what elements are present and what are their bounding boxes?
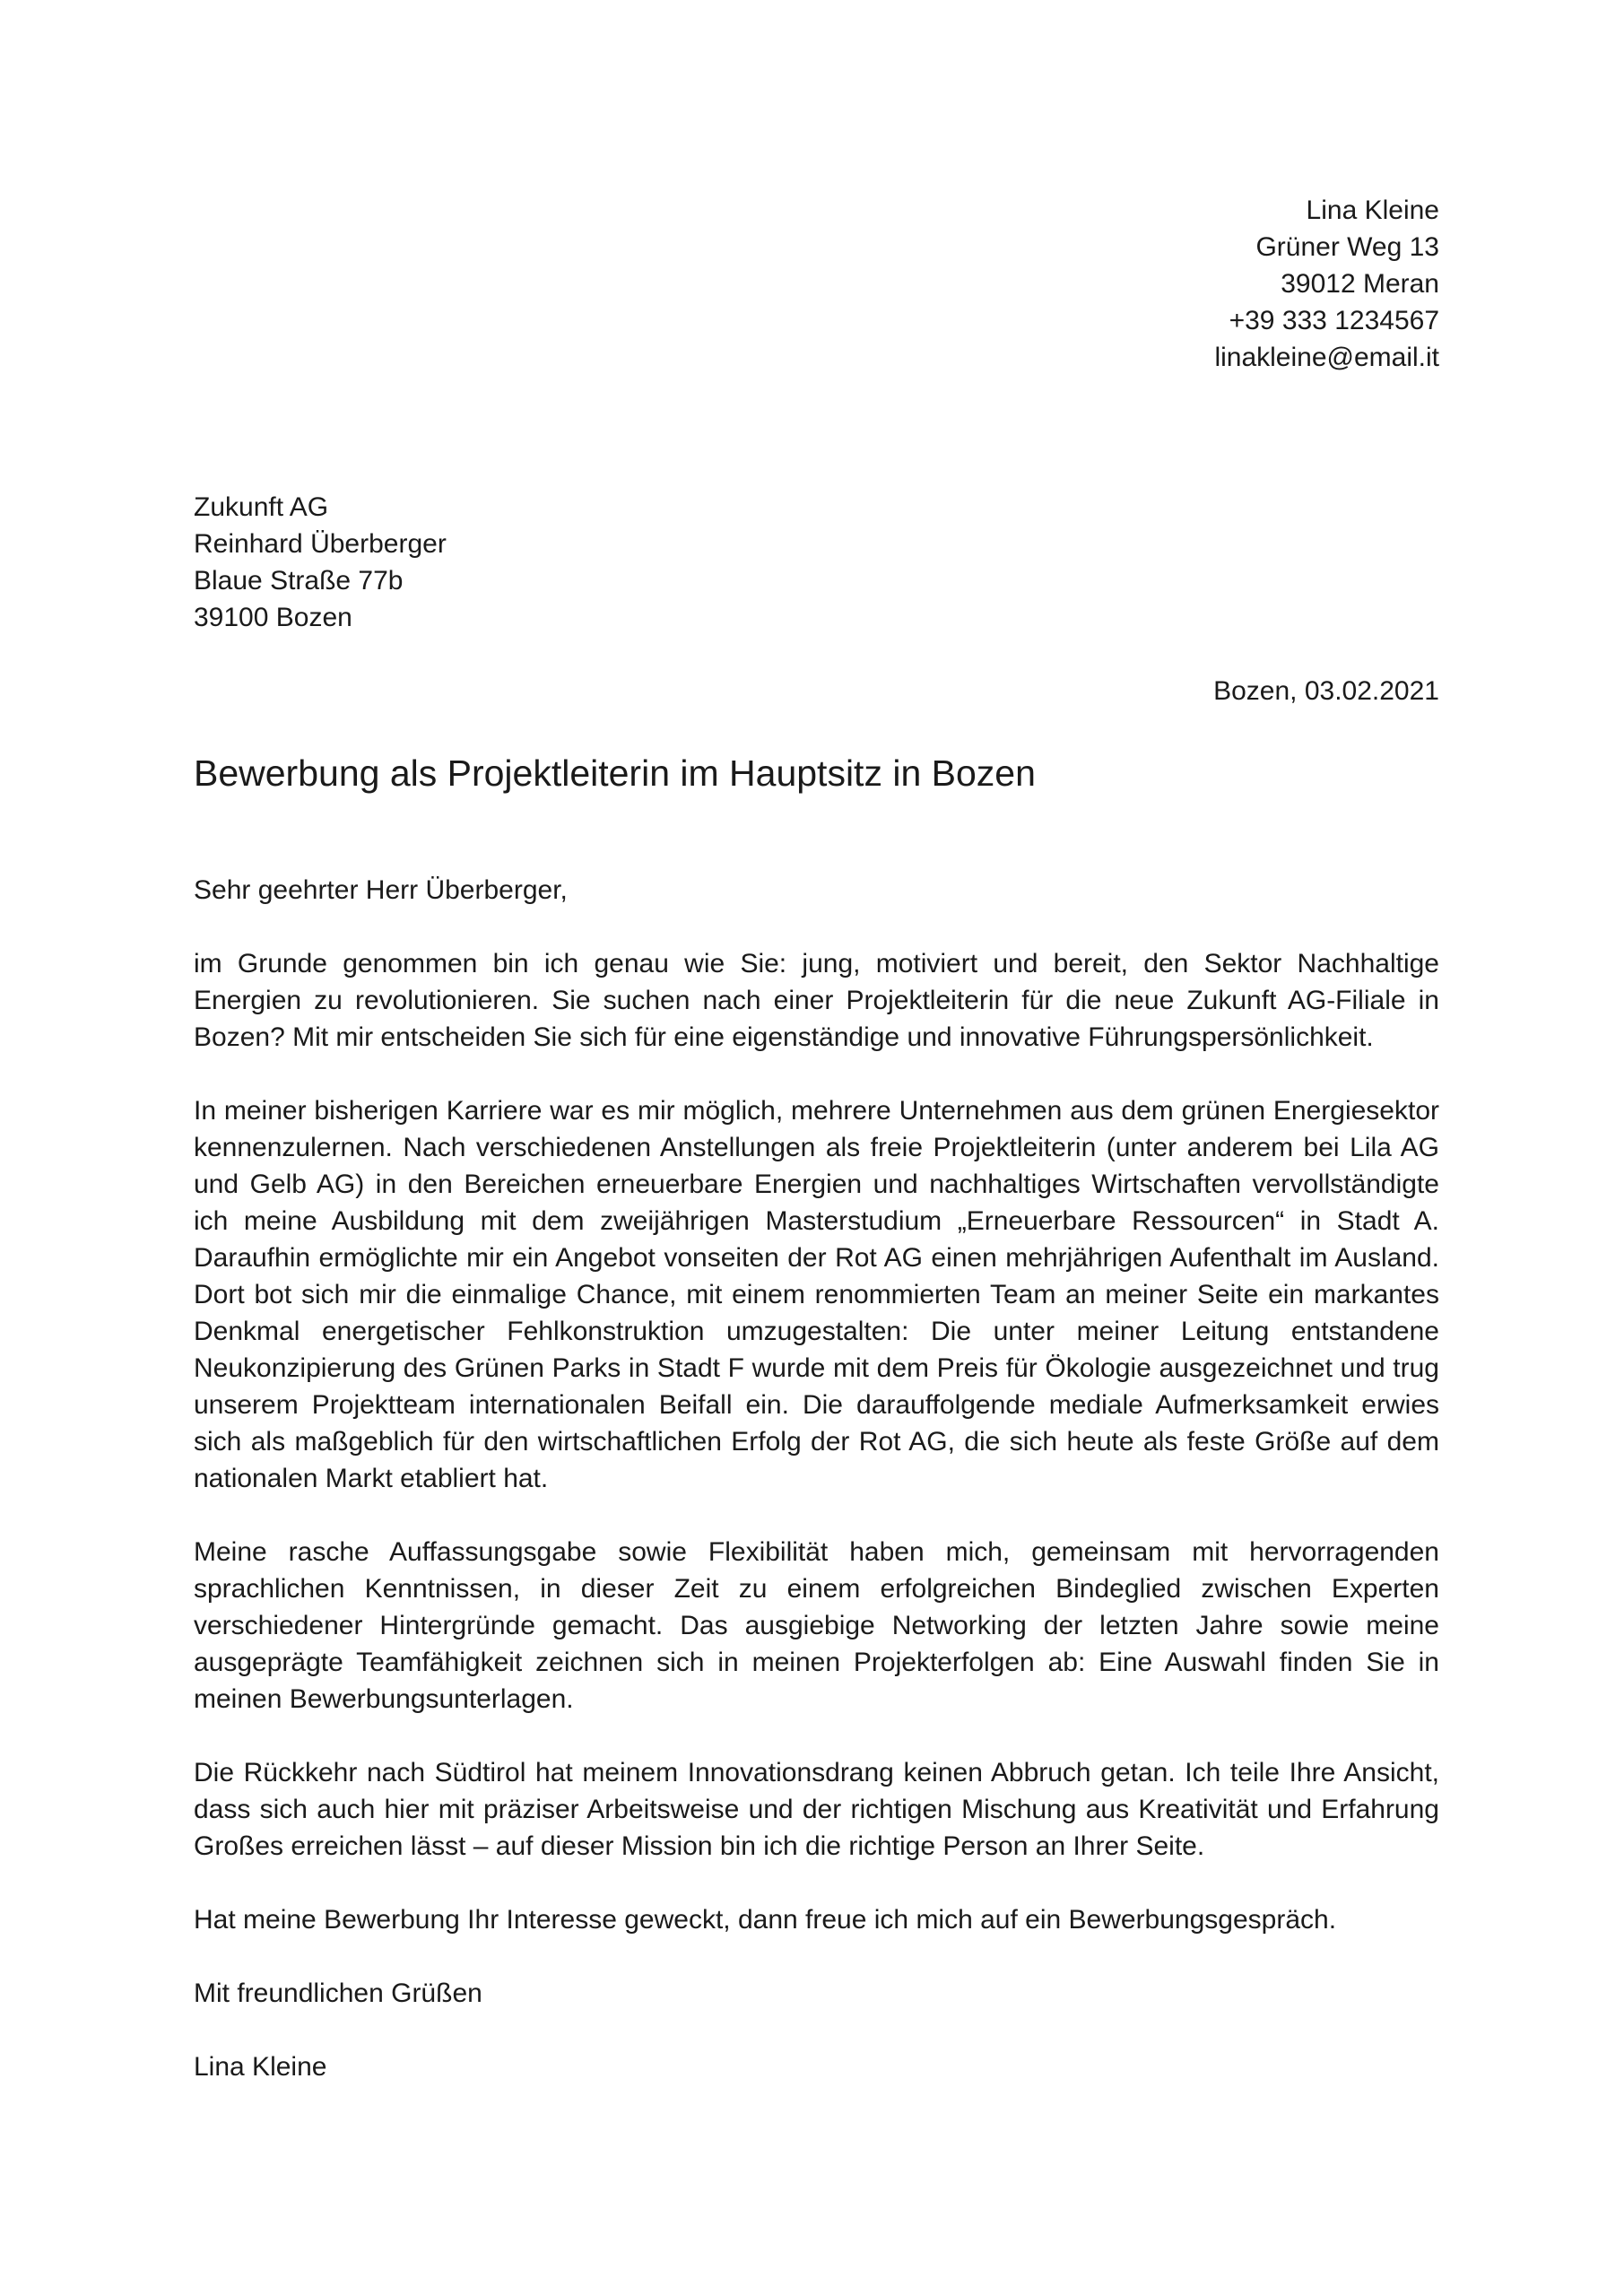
recipient-person: Reinhard Überberger [194,529,447,559]
recipient-address-block [194,489,447,636]
body-paragraph: Die Rückkehr nach Südtirol hat meinem Innovationsdrang keinen Abbruch getan. Ich teile Ihre Ansicht, dass sich auch hier mit präziser Arbeitsweise und der richtigen Mischung aus Kreativität und Erfahrung Großes erreichen lässt – auf dieser Mission bin ich die richtige Person an Ihrer Seite. [194,1758,1439,1861]
salutation: Sehr geehrter Herr Überberger, [194,875,568,905]
closing-phrase: Mit freundlichen Grüßen [194,1979,482,2008]
recipient-company: Zukunft AG [194,492,329,522]
body-paragraph: In meiner bisherigen Karriere war es mir möglich, mehrere Unternehmen aus dem grünen Energiesektor kennenzulernen. Nach verschiedenen Anstellungen als freie Projektleiterin (unter anderem bei Lila AG und Gelb AG) in den Bereichen erneuerbare Energien und nachhaltiges Wirtschaften vervollständigte ich meine Ausbildung mit dem zweijährigen Masterstudium „Erneuerbare Ressourcen“ in Stadt A. Daraufhin ermöglichte mir ein Angebot vonseiten der Rot AG einen mehrjährigen Aufenthalt im Ausland. Dort bot sich mir die einmalige Chance, mit einem renommierten Team an meiner Seite ein markantes Denkmal energetischer Fehlkonstruktion umzugestalten: Die unter meiner Leitung entstandene Neukonzipierung des Grünen Parks in Stadt F wurde mit dem Preis für Ökologie ausgezeichnet und trug unserem Projektteam internationalen Beifall ein. Die darauffolgende mediale Aufmerksamkeit erwies sich als maßgeblich für den wirtschaftlichen Erfolg der Rot AG, die sich heute als feste Größe auf dem nationalen Markt etabliert hat. [194,1096,1439,1493]
sender-phone: +39 333 1234567 [1229,306,1439,335]
sender-street: Grüner Weg 13 [1255,232,1439,262]
recipient-city: 39100 Bozen [194,603,352,632]
sender-city: 39012 Meran [1281,269,1439,299]
sender-address-block [1214,192,1439,376]
body-paragraph: im Grunde genommen bin ich genau wie Sie: jung, motiviert und bereit, den Sektor Nachhaltige Energien zu revolutionieren. Sie suchen nach einer Projektleiterin für die neue Zukunft AG-Filiale in Bozen? Mit mir entscheiden Sie sich für eine eigenständige und innovative Führungspersönlichkeit. [194,949,1439,1052]
letter-body [194,872,1439,2085]
signature-name: Lina Kleine [194,2052,327,2082]
body-paragraph: Meine rasche Auffassungsgabe sowie Flexibilität haben mich, gemeinsam mit hervorragenden sprachlichen Kenntnissen, in dieser Zeit zu einem erfolgreichen Bindeglied zwischen Experten verschiedener Hintergründe gemacht. Das ausgiebige Networking der letzten Jahre sowie meine ausgeprägte Teamfähigkeit zeichnen sich in meinen Projekterfolgen ab: Eine Auswahl finden Sie in meinen Bewerbungsunterlagen. [194,1537,1439,1714]
letter-subject: Bewerbung als Projektleiterin im Hauptsitz in Bozen [194,752,1036,794]
body-paragraph: Hat meine Bewerbung Ihr Interesse geweckt, dann freue ich mich auf ein Bewerbungsgespräch. [194,1905,1337,1935]
sender-name: Lina Kleine [1306,196,1439,225]
recipient-street: Blaue Straße 77b [194,566,404,596]
sender-email: linakleine@email.it [1214,343,1439,372]
letter-date: Bozen, 03.02.2021 [1213,676,1439,706]
